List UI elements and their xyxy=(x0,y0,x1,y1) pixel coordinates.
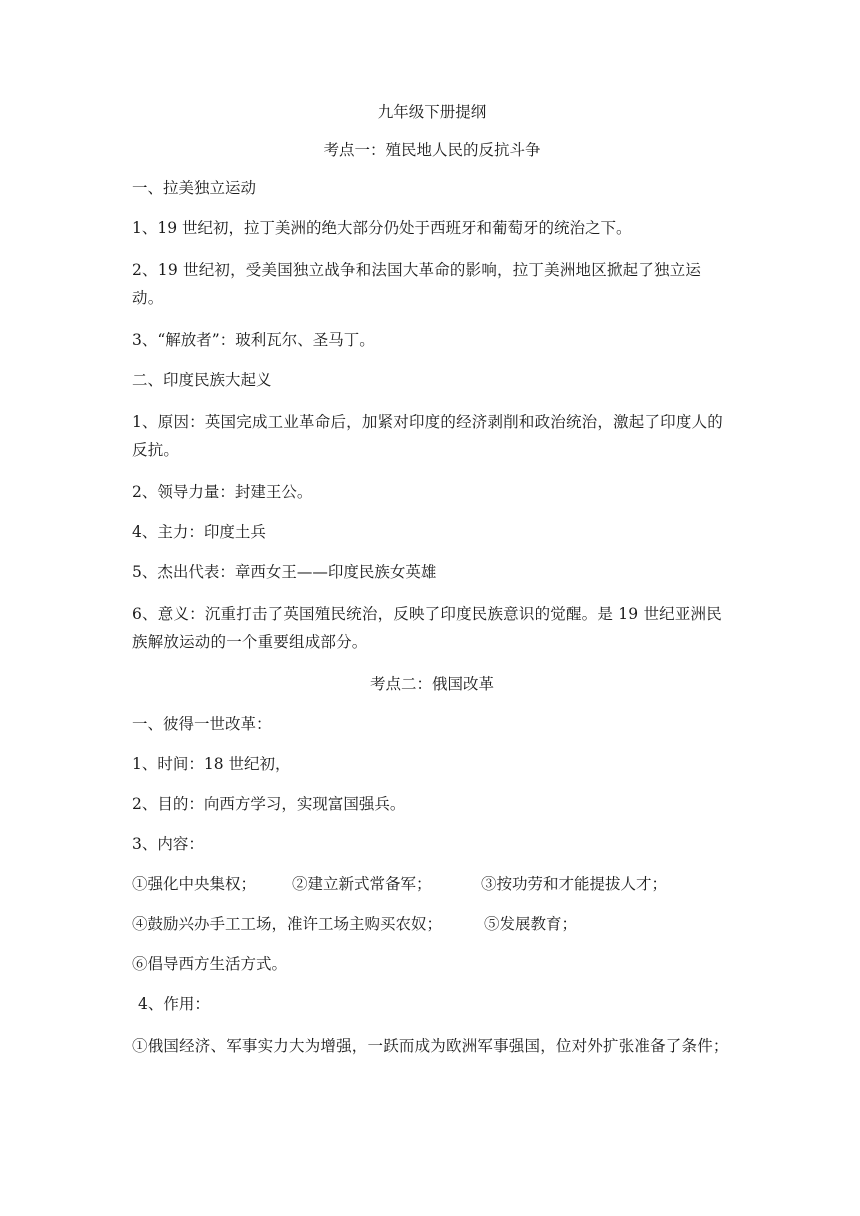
part2-heading: 二、印度民族大起义 xyxy=(132,371,272,389)
paragraph: ①俄国经济、军事实力大为增强，一跃而成为欧洲军事强国，位对外扩张准备了条件； xyxy=(132,1037,729,1055)
paragraph: 6、意义：沉重打击了英国殖民统治，反映了印度民族意识的觉醒。是 19 世纪亚洲民族解放运动的一个重要组成部分。 xyxy=(132,605,722,651)
section2-heading: 考点二：俄国改革 xyxy=(369,675,494,693)
section1-heading: 考点一：殖民地人民的反抗斗争 xyxy=(323,141,541,159)
content-row xyxy=(132,912,732,936)
document-page xyxy=(132,100,732,1060)
paragraph: 4、主力：印度土兵 xyxy=(132,523,266,541)
paragraph: 1、19 世纪初，拉丁美洲的绝大部分仍处于西班牙和葡萄牙的统治之下。 xyxy=(132,219,632,237)
content-item: ⑥倡导西方生活方式。 xyxy=(132,955,288,973)
paragraph: 3、“解放者”：玻利瓦尔、圣马丁。 xyxy=(132,331,375,349)
content-item: ②建立新式常备军； xyxy=(292,875,432,893)
content-item: ①强化中央集权； xyxy=(132,875,257,893)
content-item: ④鼓励兴办手工工场，准许工场主购买农奴； xyxy=(132,915,443,933)
paragraph: 1、时间：18 世纪初， xyxy=(132,755,291,773)
content-heading: 3、内容： xyxy=(132,835,204,853)
paragraph: 2、领导力量：封建王公。 xyxy=(132,483,313,501)
paragraph: 1、原因：英国完成工业革命后，加紧对印度的经济剥削和政治统治，激起了印度人的反抗。 xyxy=(132,413,723,459)
paragraph: 5、杰出代表：章西女王——印度民族女英雄 xyxy=(132,563,437,581)
part1-heading: 一、拉美独立运动 xyxy=(132,179,257,197)
document-title: 九年级下册提纲 xyxy=(377,103,487,121)
reform-heading: 一、彼得一世改革： xyxy=(132,715,272,733)
paragraph: 2、19 世纪初，受美国独立战争和法国大革命的影响，拉丁美洲地区掀起了独立运动。 xyxy=(132,261,702,307)
paragraph: 2、目的：向西方学习，实现富国强兵。 xyxy=(132,795,406,813)
content-item: ③按功劳和才能提拔人才； xyxy=(481,875,668,893)
effect-heading: 4、作用： xyxy=(138,995,210,1013)
content-row xyxy=(132,872,732,896)
content-item: ⑤发展教育； xyxy=(484,915,578,933)
